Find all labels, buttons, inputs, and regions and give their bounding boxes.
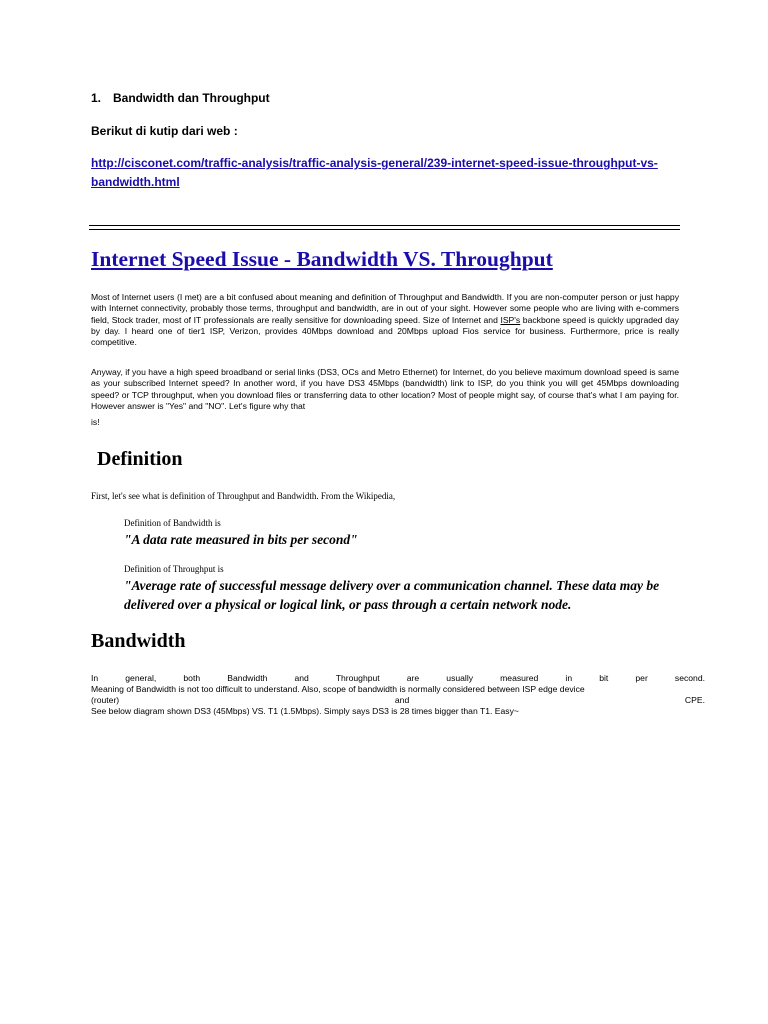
- divider-bottom: [89, 229, 680, 230]
- article-title[interactable]: Internet Speed Issue - Bandwidth VS. Throughput: [91, 247, 553, 271]
- bandwidth-line-2: Meaning of Bandwidth is not too difficult to understand. Also, scope of bandwidth is normally considered between ISP edge device: [91, 684, 585, 694]
- bandwidth-line-3: (router) and CPE.: [91, 695, 705, 705]
- bandwidth-line-4: See below diagram shown DS3 (45Mbps) VS. T1 (1.5Mbps). Simply says DS3 is 28 times bigger than T1. Easy~: [91, 706, 519, 716]
- bandwidth-heading: Bandwidth: [91, 630, 186, 652]
- bandwidth-definition-label: Definition of Bandwidth is: [124, 518, 221, 528]
- intro-text: Berikut di kutip dari web :: [91, 124, 238, 138]
- section-title: Bandwidth dan Throughput: [113, 91, 270, 105]
- bandwidth-line-1: In general, both Bandwidth and Throughput are usually measured in bit per second.: [91, 673, 705, 683]
- throughput-definition-label: Definition of Throughput is: [124, 564, 224, 574]
- section-heading: [91, 91, 270, 105]
- section-number: 1.: [91, 91, 102, 105]
- bandwidth-definition-quote: "A data rate measured in bits per second": [124, 532, 358, 547]
- divider-top: [89, 225, 680, 226]
- source-link-block: [91, 154, 691, 192]
- article-paragraph-1: [91, 292, 679, 348]
- throughput-definition-quote: "Average rate of successful message delivery over a communication channel. These data may be delivered over a physical or logical link, or pass through a certain network node.: [124, 578, 660, 612]
- article-paragraph-2: Anyway, if you have a high speed broadband or serial links (DS3, OCs and Metro Ethernet) for Internet, do you believe maximum download speed is same as your subscribed Internet speed? In another word, if you have DS3 45Mbps (bandwidth) link to ISP, do you think you will get 45Mbps downloading speed? or TCP throughput, when you download files or transferring data to other location? Most of people might say, of course that's what I am paying for. However answer is "Yes" and "NO". Let's figure why that: [91, 367, 679, 411]
- article-paragraph-2-end: is!: [91, 417, 100, 427]
- definition-intro: First, let's see what is definition of Throughput and Bandwidth. From the Wikipedia,: [91, 491, 396, 501]
- definition-heading: Definition: [97, 448, 183, 470]
- source-link[interactable]: [91, 156, 658, 189]
- isp-link[interactable]: ISP's: [500, 314, 521, 325]
- source-link-line1: http://cisconet.com/traffic-analysis/traffic-analysis-general/239-internet-speed-issue-throughput-vs-: [91, 156, 658, 170]
- para1-text-b: backbone speed is quickly upgraded day by day. I heard one of tier1 ISP, Verizon, provides 40Mbps download and 20Mbps upload Fios service for business. Furthermore, price is really competitive.: [91, 314, 679, 348]
- source-link-line2: bandwidth.html: [91, 175, 180, 189]
- para1-text-a: Most of Internet users (I met) are a bit confused about meaning and definition of Throughput and Bandwidth. If you are non-computer person or just happy with Internet connectivity, probably those terms, throughput and bandwidth, are in out of your sight. However some people who are living with e-commers field, Stock trader, most of IT professionals are really sensitive for downloading speed. Size of Internet and: [91, 292, 679, 325]
